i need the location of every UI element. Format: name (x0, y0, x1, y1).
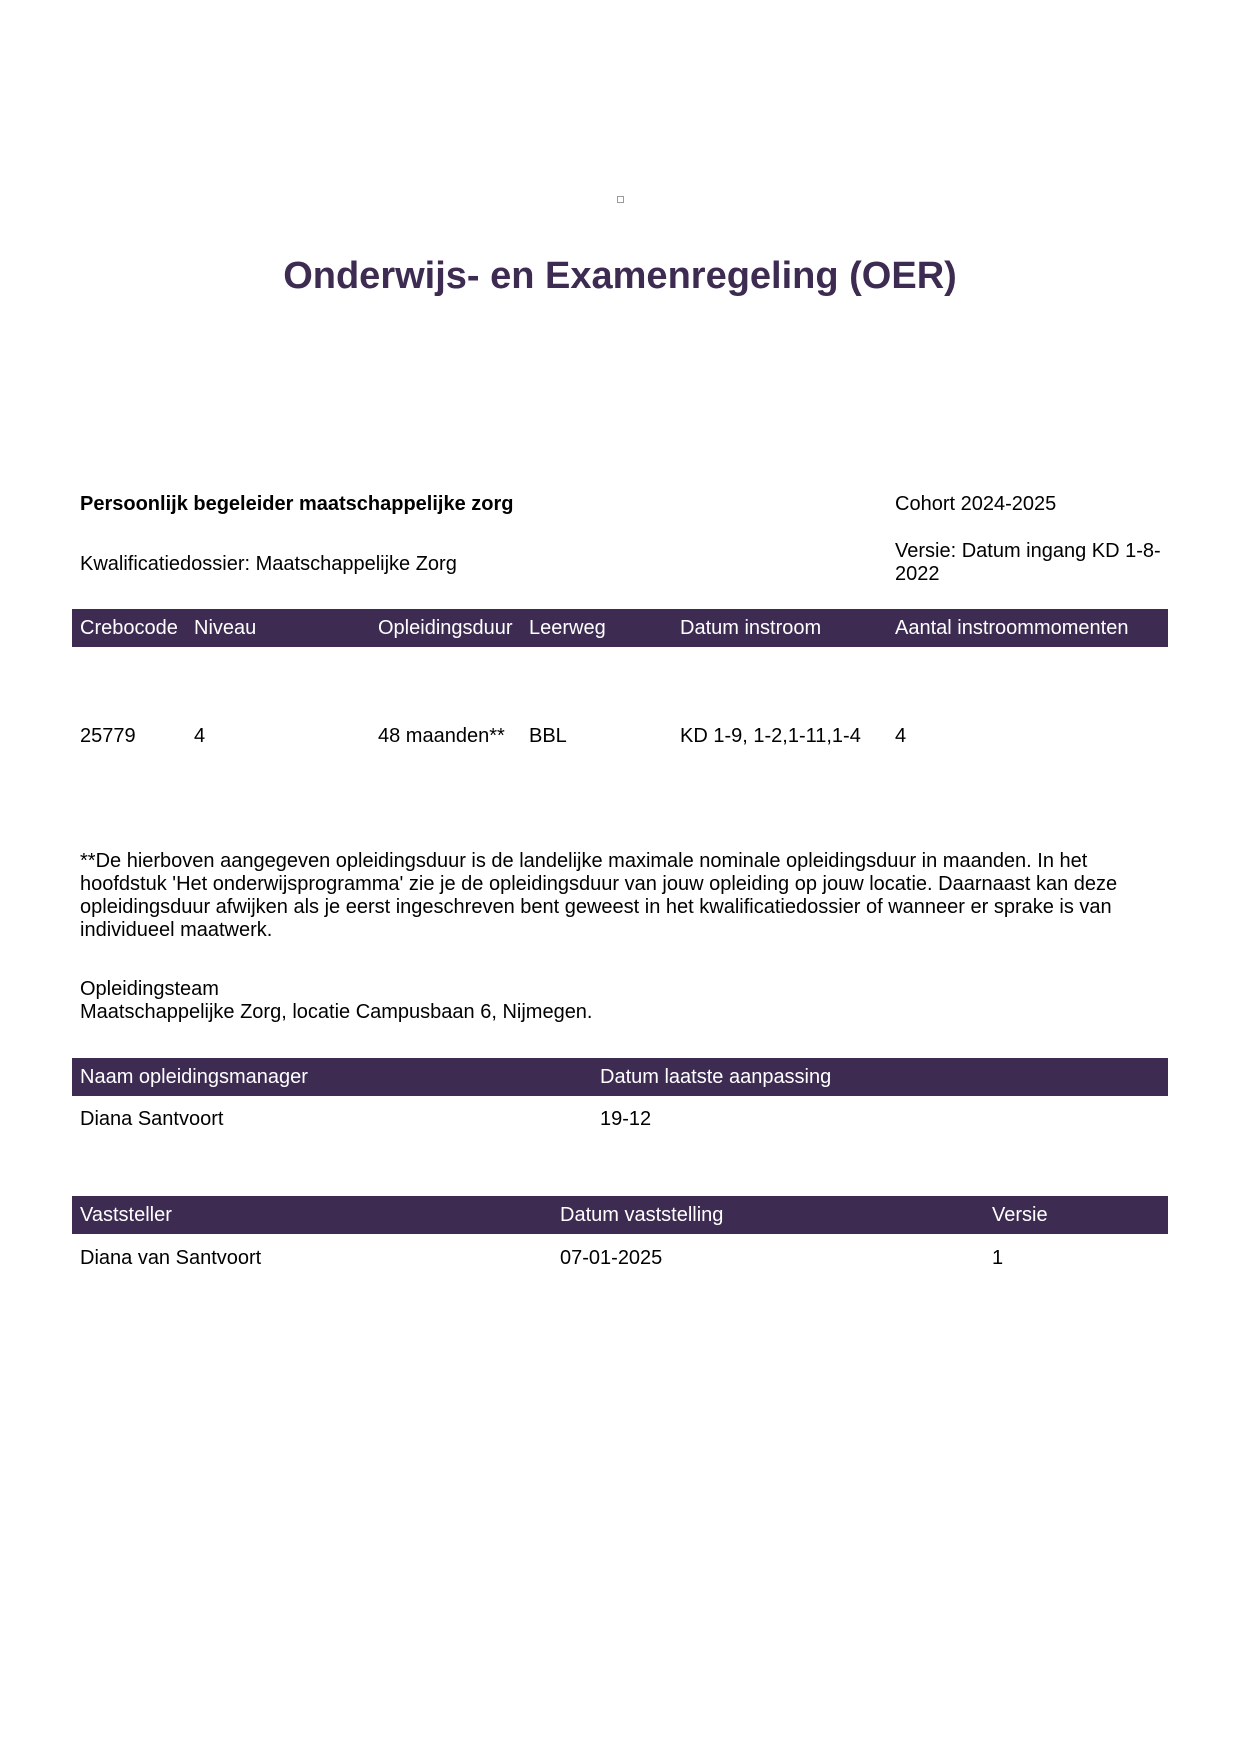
cell-datum-vaststelling: 07-01-2025 (560, 1247, 663, 1269)
team-label: Opleidingsteam (80, 978, 219, 1000)
cell-leerweg: BBL (529, 725, 567, 747)
cell-datum-instroom: KD 1-9, 1-2,1-11,1-4 (680, 725, 861, 747)
column-header-datum-instroom: Datum instroom (680, 617, 822, 639)
cell-vaststeller: Diana van Santvoort (80, 1247, 262, 1269)
column-header-last-modified: Datum laatste aanpassing (600, 1066, 832, 1088)
cell-manager-name: Diana Santvoort (80, 1108, 224, 1130)
column-header-datum-vaststelling: Datum vaststelling (560, 1204, 724, 1226)
column-header-instroommomenten: Aantal instroommomenten (895, 617, 1129, 639)
program-table-header (72, 609, 1168, 647)
cell-versie: 1 (992, 1247, 1004, 1269)
duration-footnote: **De hierboven aangegeven opleidingsduur is de landelijke maximale nominale opleidingsduur in maanden. In het hoofdstuk 'Het onderwijsprogramma' zie je de opleidingsduur van jouw opleiding op jouw locatie. Daarnaast kan deze opleidingsduur afwijken als je eerst ingeschreven bent geweest in het kwalificatiedossier of wanneer er sprake is van individueel maatwerk. (80, 850, 1118, 941)
program-name: Persoonlijk begeleider maatschappelijke zorg (80, 493, 514, 515)
cell-instroommomenten: 4 (895, 725, 907, 747)
column-header-leerweg: Leerweg (529, 617, 606, 639)
version-label: Versie: Datum ingang KD 1-8-2022 (895, 540, 1161, 585)
column-header-versie: Versie (992, 1204, 1048, 1226)
logo-placeholder-icon (617, 196, 624, 203)
manager-table-header (72, 1058, 1168, 1096)
cell-crebocode: 25779 (80, 725, 136, 747)
cohort-label: Cohort 2024-2025 (895, 493, 1057, 515)
approval-table-header (72, 1196, 1168, 1234)
cell-niveau: 4 (194, 725, 206, 747)
column-header-niveau: Niveau (194, 617, 257, 639)
qualification-dossier: Kwalificatiedossier: Maatschappelijke Zorg (80, 553, 457, 575)
cell-opleidingsduur: 48 maanden** (378, 725, 505, 747)
page-title: Onderwijs- en Examenregeling (OER) (283, 255, 957, 297)
team-location: Maatschappelijke Zorg, locatie Campusbaan 6, Nijmegen. (80, 1001, 593, 1023)
column-header-manager-name: Naam opleidingsmanager (80, 1066, 308, 1088)
cell-last-modified: 19-12 (600, 1108, 652, 1130)
column-header-crebocode: Crebocode (80, 617, 178, 639)
column-header-opleidingsduur: Opleidingsduur (378, 617, 513, 639)
column-header-vaststeller: Vaststeller (80, 1204, 172, 1226)
